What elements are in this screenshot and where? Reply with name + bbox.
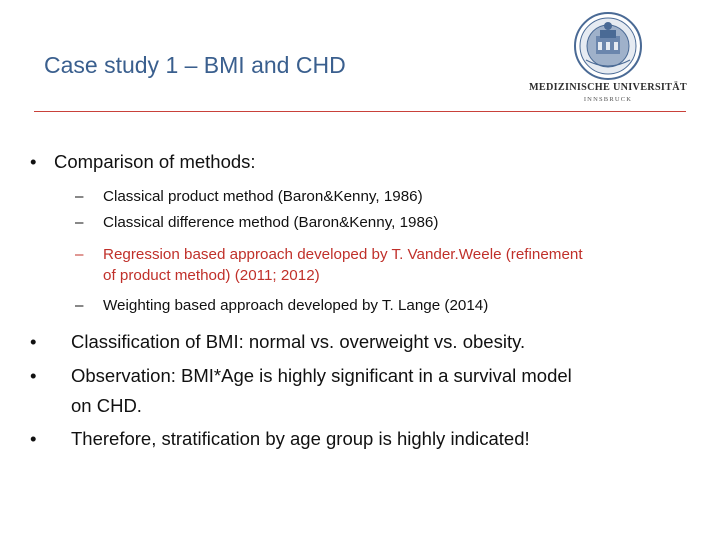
sub-item-text: Regression based approach developed by T. Vander.Weele (refinement bbox=[103, 246, 583, 263]
seal-icon bbox=[528, 12, 688, 82]
bullet-text: Therefore, stratification by age group is highly indicated! bbox=[71, 428, 530, 449]
sub-item-text: Weighting based approach developed by T. Lange (2014) bbox=[103, 297, 489, 314]
bullet-text-continued: on CHD. bbox=[71, 395, 142, 416]
logo-university-name: MEDIZINISCHE UNIVERSITÄT bbox=[528, 82, 688, 93]
sub-item-text: Classical difference method (Baron&Kenny, 1986) bbox=[103, 214, 439, 231]
bullet-text: Comparison of methods: bbox=[54, 151, 256, 172]
logo-city: INNSBRUCK bbox=[583, 96, 633, 103]
bullet-text: Classification of BMI: normal vs. overweight vs. obesity. bbox=[71, 331, 526, 352]
bullet-glyph: • bbox=[30, 331, 37, 352]
university-logo bbox=[528, 12, 688, 108]
slide-title: Case study 1 – BMI and CHD bbox=[44, 52, 346, 78]
dash-glyph: – bbox=[75, 297, 84, 314]
sub-item-text-continued: of product method) (2011; 2012) bbox=[103, 267, 320, 284]
bullet-glyph: • bbox=[30, 428, 37, 449]
bullet-text: Observation: BMI*Age is highly significant in a survival model bbox=[71, 365, 572, 386]
title-divider bbox=[34, 111, 686, 112]
bullet-glyph: • bbox=[30, 365, 37, 386]
dash-glyph: – bbox=[75, 188, 84, 205]
sub-item-text: Classical product method (Baron&Kenny, 1986) bbox=[103, 188, 423, 205]
dash-glyph: – bbox=[75, 246, 84, 263]
dash-glyph: – bbox=[75, 214, 84, 231]
bullet-glyph: • bbox=[30, 151, 37, 172]
